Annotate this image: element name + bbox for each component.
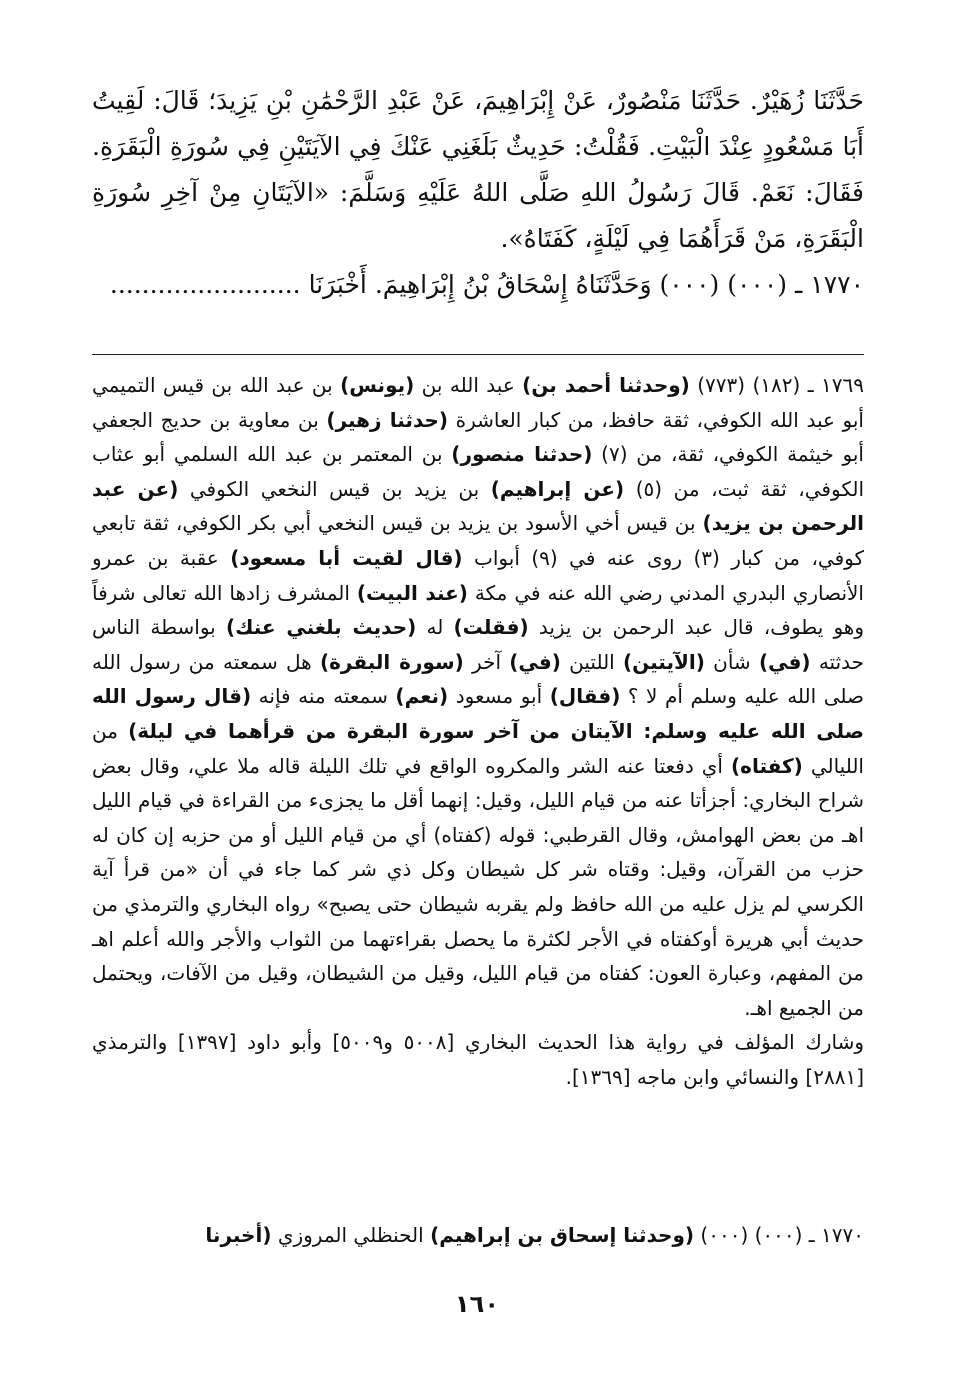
bold-quote: (عن إبراهيم) — [490, 476, 625, 501]
footnote-separator — [92, 354, 864, 355]
page-number: ١٦٠ — [455, 1290, 499, 1318]
hadith-1770-chain: ١٧٧٠ ـ (٠٠٠) (٠٠٠) وَحَدَّثَنَاهُ إِسْحَاقُ بْنُ إِبْرَاهِيمَ. أَخْبَرَنَا — [308, 270, 864, 299]
bold-quote: (حدثنا زهير) — [326, 407, 449, 432]
bold-quote: (في) — [509, 649, 561, 674]
bold-quote: (قال رسول الله صلى الله عليه وسلم: الآيتان من آخر سورة البقرة من قرأهما في ليلة) — [92, 684, 864, 743]
plain-text: شأن — [704, 649, 759, 674]
bold-quote: (وحدثنا أحمد بن) — [522, 373, 690, 397]
bold-quote: (عن عبد الرحمن بن يزيد) — [92, 476, 865, 536]
plain-text: هل سمعته من رسول الله صلى الله عليه وسلم أم لا ؟ — [92, 649, 864, 709]
bold-quote: (نعم) — [395, 684, 449, 709]
plain-text: آخر — [463, 649, 510, 674]
bold-quote: (حديث بلغني عنك) — [225, 615, 417, 640]
plain-text: بن قيس أخي الأسود بن يزيد بن قيس النخعي أبي بكر الكوفي، ثقة تابعي كوفي، من كبار (٣) روى عنه في (٩) أبواب — [92, 511, 864, 570]
bold-quote: (يونس) — [340, 373, 415, 397]
plain-text: المشرف زادها الله تعالى شرفاً وهو يطوف، قال عبد الرحمن بن يزيد — [92, 580, 864, 640]
bold-quote: (أخبرنا — [205, 1223, 272, 1247]
bold-quote: (كفتاه) — [731, 753, 803, 778]
plain-text: بن يزيد بن قيس النخعي الكوفي — [178, 476, 491, 501]
plain-text: بن المعتمر بن عبد الله السلمي أبو عثاب الكوفي، ثقة ثبت، من (٥) — [92, 442, 865, 501]
commentary-text — [92, 368, 864, 1094]
plain-text: اللتين — [560, 649, 623, 674]
plain-text: بن عبد الله بن قيس التميمي أبو عبد الله الكوفي، ثقة حافظ، من كبار العاشرة — [92, 373, 864, 432]
bold-quote: (حدثنا منصور) — [451, 442, 593, 467]
plain-text: سمعته منه فإنه — [251, 684, 396, 709]
plain-text: بن معاوية بن حديج الجعفي أبو خيثمة الكوفي، ثقة، من (٧) — [92, 407, 864, 467]
bold-quote: (سورة البقرة) — [319, 649, 464, 674]
plain-text: له — [416, 615, 454, 640]
plain-text: أبو مسعود — [448, 684, 550, 709]
plain-text: بواسطة الناس حدثته — [92, 615, 865, 674]
plain-text: من الليالي — [92, 718, 864, 778]
plain-text: أي دفعتا عنه الشر والمكروه الواقع في تلك الليلة قاله ملا علي، وقال بعض شراح البخاري: أجزأتا عنه من قيام الليل، وقيل: إنهما أقل ما يجزىء من القراءة في قيام الليل اهـ من بعض الهوامش، وقال القرطبي: قوله (كفتاه) أي من قيام الليل أو من حزبه إن كان له حزب من القرآن، وقيل: وقتاه شر كل شيطان وكل ذي شر كما جاء في أن «من قرأ آية الكرسي لم يزل عليه من الله حافظ ولم يقربه شيطان حتى يصبح» رواه البخاري والترمذي من حديث أبي هريرة أوكفتاه في الأجر لكثرة ما يحصل بقراءتهما من الثواب والأجر والله أعلم اهـ من المفهم، وعبارة العون: كفتاه من قيام الليل، وقيل من الشيطان، وقيل من الآفات، ويحتمل من الجميع اهـ. — [92, 753, 864, 1020]
next-hadith-commentary-start — [92, 1218, 864, 1252]
plain-text: عقبة بن عمرو الأنصاري البدري المدني رضي الله عنه في مكة — [92, 545, 864, 605]
bold-quote: (عند البيت) — [356, 580, 468, 605]
bold-quote: (في) — [758, 649, 811, 674]
plain-text: ١٧٦٩ ـ (١٨٢) (٧٧٣) — [689, 373, 864, 397]
bold-quote: (الآيتين) — [623, 649, 705, 674]
bold-quote: (وحدثنا إسحاق بن إبراهيم) — [430, 1223, 695, 1247]
plain-text: الحنظلي المروزي — [271, 1223, 431, 1247]
ellipsis-dots: ........................ — [109, 270, 301, 299]
commentary-paragraph — [92, 368, 864, 1025]
commentary-closing: وشارك المؤلف في رواية هذا الحديث البخاري [٥٠٠٨ و٥٠٠٩] وأبو داود [١٣٩٧] والترمذي [٢٨٨١] والنسائي وابن ماجه [١٣٦٩]. — [92, 1030, 865, 1089]
bold-quote: (قال لقيت أبا مسعود) — [230, 545, 463, 570]
bold-quote: (فقال) — [549, 684, 621, 709]
hadith-1769-text: حَدَّثَنَا زُهَيْرٌ. حَدَّثَنَا مَنْصُورٌ، عَنْ إِبْرَاهِيمَ، عَنْ عَبْدِ الرَّحْمَٰنِ بْنِ يَزِيدَ؛ قَالَ: لَقِيتُ أَبَا مَسْعُودٍ عِنْدَ الْبَيْتِ. فَقُلْتُ: حَدِيثٌ بَلَغَنِي عَنْكَ فِي الآيَتَيْنِ فِي سُورَةِ الْبَقَرَةِ. فَقَالَ: نَعَمْ. قَالَ رَسُولُ اللهِ صَلَّى اللهُ عَلَيْهِ وَسَلَّمَ: «الآيَتَانِ مِنْ آخِرِ سُورَةِ الْبَقَرَةِ، مَنْ قَرَأَهُمَا فِي لَيْلَةٍ، كَفَتَاهُ». — [92, 86, 864, 253]
plain-text: ١٧٧٠ ـ (٠٠٠) (٠٠٠) — [694, 1223, 864, 1247]
bold-quote: (فقلت) — [453, 615, 529, 640]
hadith-text — [92, 78, 864, 308]
hadith-1770-text — [92, 262, 864, 308]
plain-text: عبد الله بن — [414, 373, 523, 397]
